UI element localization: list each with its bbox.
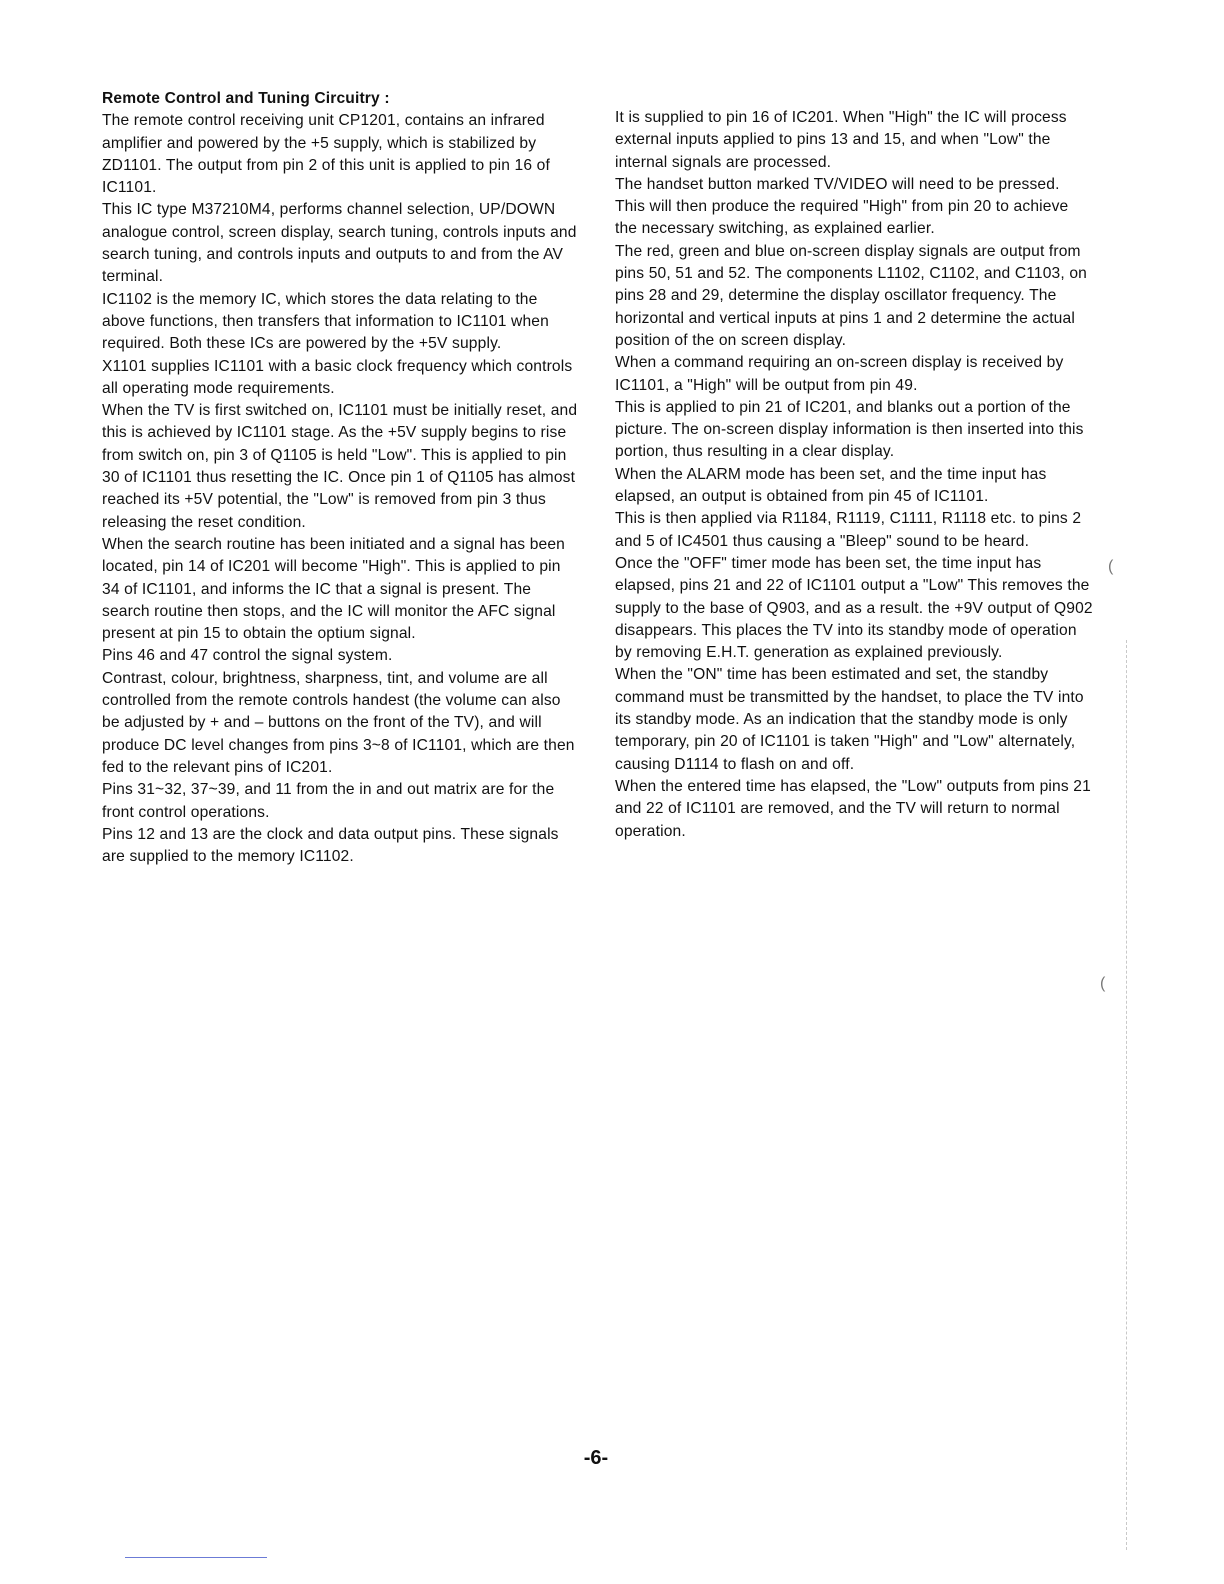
scan-edge-artifact [1126, 640, 1127, 1550]
scan-bracket-artifact: ( [1108, 558, 1114, 575]
scan-bracket-artifact: ( [1100, 975, 1106, 992]
paragraph: When the entered time has elapsed, the "Low" outputs from pins 21 and 22 of IC1101 are removed, and the TV will return to normal operation. [615, 777, 1091, 840]
left-column [102, 88, 580, 868]
paragraph: The remote control receiving unit CP1201, contains an infrared amplifier and powered by the +5 supply, which is stabilized by ZD1101. The output from pin 2 of this unit is applied to pin 16 of IC1101. [102, 112, 550, 197]
scan-underline-artifact [125, 1557, 267, 1558]
paragraph: Contrast, colour, brightness, sharpness, tint, and volume are all controlled from the remote controls handest (the volume can also be adjusted by + and – buttons on the front of the TV), and will produce DC level changes from pins 3~8 of IC1101, which are then fed to the relevant pins of IC201. [102, 669, 575, 776]
paragraph: The handset button marked TV/VIDEO will need to be pressed. This will then produce the required "High" from pin 20 to achieve the necessary switching, as explained earlier. [615, 175, 1069, 238]
paragraph: This IC type M37210M4, performs channel selection, UP/DOWN analogue control, screen display, search tuning, controls inputs and search tuning, and controls inputs and outputs to and from the AV terminal. [102, 201, 577, 286]
paragraph: When the search routine has been initiated and a signal has been located, pin 14 of IC201 will become "High". This is applied to pin 34 of IC1101, and informs the IC that a signal is present. The search routine then stops, and the IC will monitor the AFC signal present at pin 15 to obtain the optium signal. [102, 535, 565, 643]
paragraph: When the TV is first switched on, IC1101 must be initially reset, and this is achieved by IC1101 stage. As the +5V supply begins to rise from switch on, pin 3 of Q1105 is held "Low". This is applied to pin 30 of IC1101 thus resetting the IC. Once pin 1 of Q1105 has almost reached its +5V potential, the "Low" is removed from pin 3 thus releasing the reset condition. [102, 402, 578, 531]
paragraph: X1101 supplies IC1101 with a basic clock frequency which controls all operating mode requirements. [102, 357, 573, 397]
page-number: -6- [583, 1447, 609, 1469]
paragraph: Pins 31~32, 37~39, and 11 from the in and out matrix are for the front control operations. [102, 781, 555, 821]
paragraph: Pins 46 and 47 control the signal system. [102, 647, 393, 665]
right-column [615, 107, 1093, 843]
paragraph: Pins 12 and 13 are the clock and data output pins. These signals are supplied to the memory IC1102. [102, 825, 559, 866]
paragraph: When a command requiring an on-screen display is received by IC1101, a "High" will be output from pin 49. [615, 354, 1064, 394]
paragraph: It is supplied to pin 16 of IC201. When "High" the IC will process external inputs applied to pins 13 and 15, and when "Low" the internal signals are processed. [615, 109, 1067, 171]
paragraph: Once the "OFF" timer mode has been set, the time input has elapsed, pins 21 and 22 of IC1101 output a "Low" This removes the supply to the base of Q903, and as a result. the +9V output of Q902 disappears. This places the TV into its standby mode of operation by removing E.H.T. generation as explained previously. [615, 554, 1093, 662]
paragraph: When the ALARM mode has been set, and the time input has elapsed, an output is obtained from pin 45 of IC1101. [615, 465, 1047, 506]
paragraph: When the "ON" time has been estimated and set, the standby command must be transmitted by the handset, to place the TV into its standby mode. As an indication that the standby mode is only temporary, pin 20 of IC1101 is taken "High" and "Low" alternately, causing D1114 to flash on and off. [615, 666, 1084, 773]
paragraph: The red, green and blue on-screen display signals are output from pins 50, 51 and 52. The components L1102, C1102, and C1103, on pins 28 and 29, determine the display oscillator frequency. The horizontal and vertical inputs at pins 1 and 2 determine the actual position of the on screen display. [615, 242, 1087, 349]
paragraph: This is then applied via R1184, R1119, C1111, R1118 etc. to pins 2 and 5 of IC4501 thus causing a "Bleep" sound to be heard. [615, 510, 1082, 550]
paragraph: This is applied to pin 21 of IC201, and blanks out a portion of the picture. The on-screen display information is then inserted into this portion, thus resulting in a clear display. [615, 398, 1084, 461]
paragraph: IC1102 is the memory IC, which stores the data relating to the above functions, then transfers that information to IC1101 when required. Both these ICs are powered by the +5V supply. [102, 290, 549, 353]
section-heading: Remote Control and Tuning Circuitry : [102, 90, 390, 107]
